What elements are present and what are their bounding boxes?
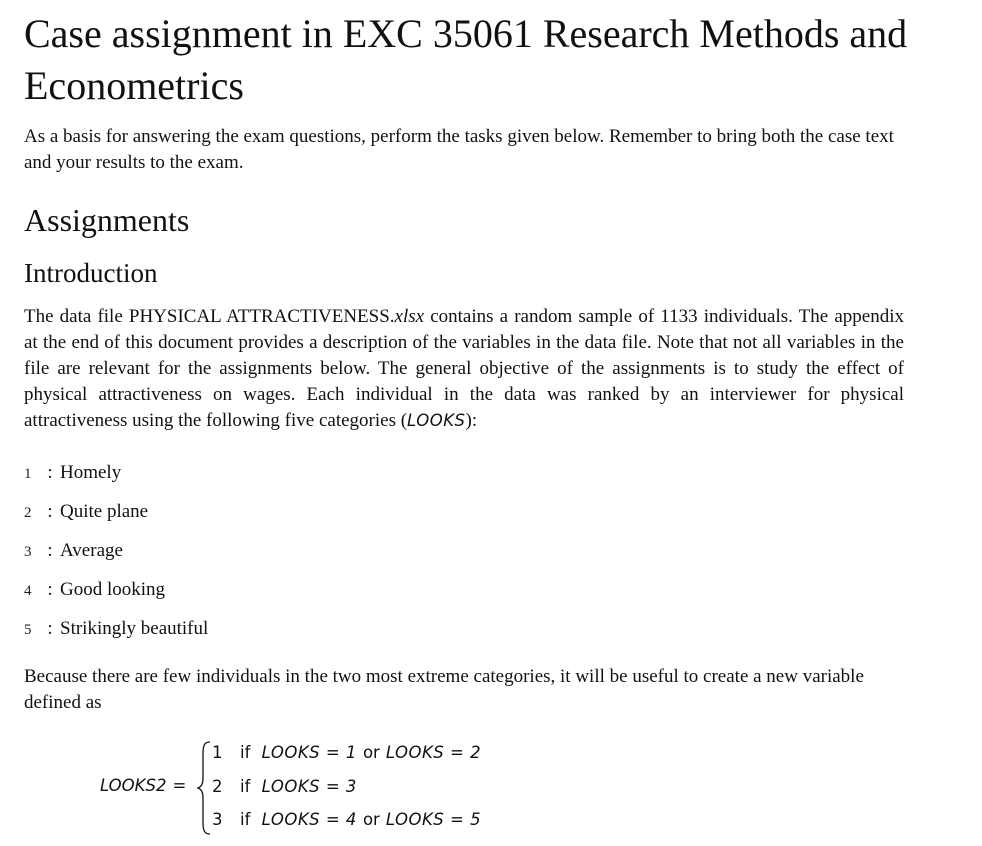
intro-paragraph: As a basis for answering the exam questions, perform the tasks given below. Remember to bring both the case text and your results to the exam.	[24, 126, 894, 173]
category-number: 4	[24, 583, 32, 599]
case-condition: LOOKS = 4	[261, 810, 357, 829]
case-value: 3	[212, 810, 223, 829]
equals-sign: =	[172, 776, 187, 795]
category-label: Average	[60, 540, 123, 561]
list-item: 1 : Homely	[24, 460, 208, 499]
category-label: Strikingly beautiful	[60, 618, 209, 639]
list-item: 3 : Average	[24, 538, 208, 577]
introduction-paragraph	[24, 304, 904, 434]
category-number: 3	[24, 544, 32, 560]
paragraph-text-1: The data file PHYSICAL ATTRACTIVENESS.	[24, 306, 395, 327]
paragraph-text-2: contains a random sample of 1133 individuals. The appendix at the end of this document provides a description of the variables in the data file. Note that not all variables in the file are relevant for the assignments below. The general objective of the assignments is to study the effect of physical attractiveness on wages. Each individual in the data was ranked by an interviewer for physical attractiveness using the following five categories (	[24, 306, 904, 431]
case-value: 1	[212, 743, 223, 762]
case-value: 2	[212, 777, 223, 796]
list-item: 4 : Good looking	[24, 577, 208, 616]
equation-case-row: 2 if LOOKS = 3	[212, 777, 357, 796]
equation-case-row: 3 if LOOKS = 4 or LOOKS = 5	[212, 810, 482, 829]
category-label: Quite plane	[60, 501, 149, 522]
list-item: 2 : Quite plane	[24, 499, 208, 538]
category-number: 2	[24, 505, 32, 521]
category-list	[24, 460, 208, 655]
case-condition: LOOKS = 3	[261, 777, 357, 796]
looks2-definition-equation	[100, 738, 600, 838]
curly-brace-icon	[197, 740, 211, 836]
extreme-categories-paragraph: Because there are few individuals in the two most extreme categories, it will be useful to create a new variable defined as	[24, 666, 864, 713]
equation-case-row: 1 if LOOKS = 1 or LOOKS = 2	[212, 743, 482, 762]
category-number: 5	[24, 622, 32, 638]
looks-variable: LOOKS	[407, 411, 466, 430]
paragraph-text-3: ):	[465, 410, 478, 431]
case-condition: LOOKS = 1	[261, 743, 357, 762]
category-number: 1	[24, 466, 32, 482]
equation-variable: LOOKS2	[100, 776, 167, 795]
case-condition: LOOKS = 2	[385, 743, 482, 762]
subsection-heading-introduction: Introduction	[24, 258, 158, 288]
list-item: 5 : Strikingly beautiful	[24, 616, 208, 655]
category-label: Good looking	[60, 579, 166, 600]
file-extension: xlsx	[394, 306, 425, 327]
equation-lhs	[100, 776, 186, 795]
section-heading-assignments: Assignments	[24, 202, 190, 238]
case-condition: LOOKS = 5	[385, 810, 482, 829]
category-label: Homely	[60, 462, 122, 483]
document-title: Case assignment in EXC 35061 Research Methods and Econometrics	[24, 11, 908, 108]
